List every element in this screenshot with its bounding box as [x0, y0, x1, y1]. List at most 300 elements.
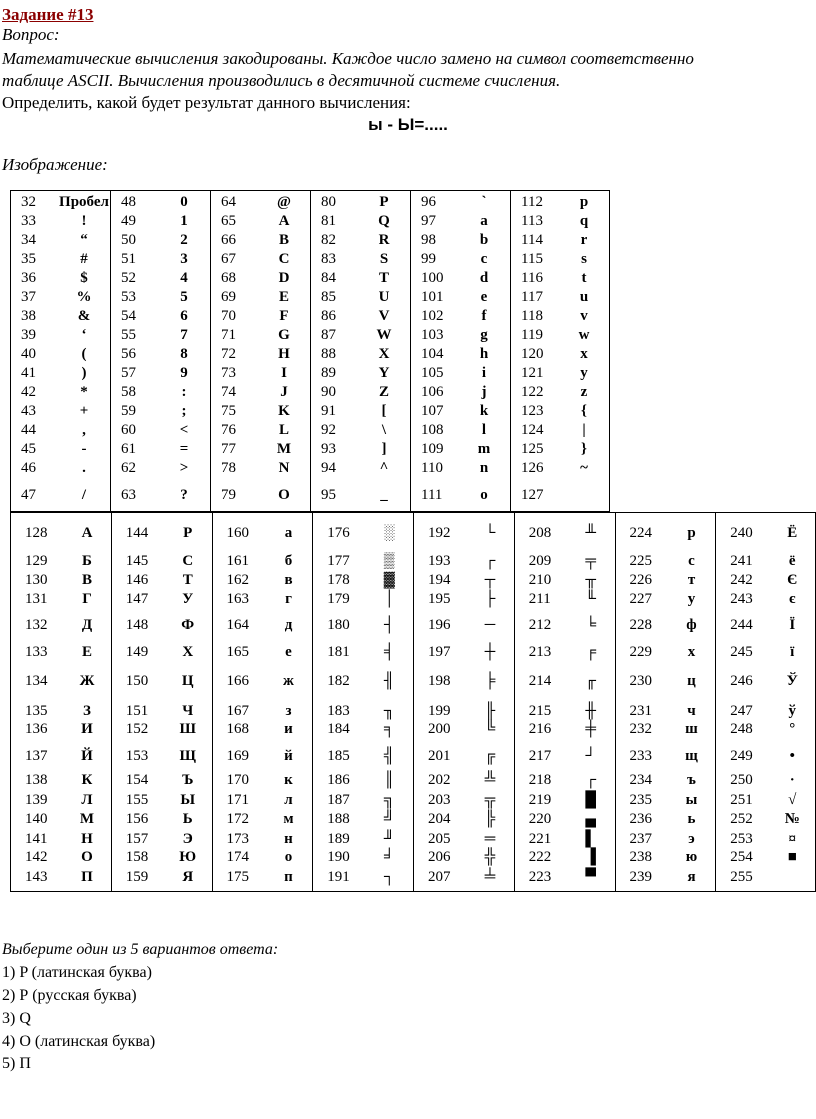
char-code: 138: [25, 772, 48, 788]
char-code: 54: [121, 308, 136, 324]
char-code: 130: [25, 572, 48, 588]
char-symbol: g: [480, 327, 488, 343]
char-code: 40: [21, 346, 36, 362]
char-code: 117: [521, 289, 543, 305]
char-code: 248: [730, 721, 753, 737]
char-symbol: ╒: [585, 644, 597, 660]
char-symbol: ╥: [585, 572, 597, 588]
char-symbol: о: [284, 849, 293, 865]
char-symbol: ┘: [585, 748, 597, 764]
table-column: [716, 513, 816, 891]
char-symbol: *: [80, 384, 88, 400]
char-symbol: Ц: [181, 673, 194, 689]
task-title: Задание #13: [2, 5, 94, 24]
char-symbol: •: [789, 748, 795, 764]
char-symbol: х: [687, 644, 696, 660]
char-code: 103: [421, 327, 444, 343]
char-code: 58: [121, 384, 136, 400]
char-symbol: ╙: [585, 591, 597, 607]
char-code: 134: [25, 673, 48, 689]
char-code: 139: [25, 792, 48, 808]
char-symbol: З: [83, 703, 91, 719]
char-symbol: }: [581, 441, 587, 457]
char-code: 128: [25, 525, 48, 541]
char-symbol: ,: [82, 422, 86, 438]
char-code: 212: [528, 617, 552, 633]
table-column: [515, 513, 616, 891]
table-column: [313, 513, 414, 891]
char-code: 229: [629, 644, 652, 660]
char-symbol: &: [77, 308, 91, 324]
char-code: 247: [730, 703, 753, 719]
char-code: 37: [21, 289, 36, 305]
char-symbol: ┼: [484, 644, 496, 660]
char-code: 74: [221, 384, 236, 400]
char-code: 94: [321, 460, 336, 476]
char-code: 233: [629, 748, 652, 764]
char-code: 52: [121, 270, 136, 286]
char-code: 78: [221, 460, 236, 476]
char-code: 148: [125, 617, 149, 633]
char-code: 234: [629, 772, 652, 788]
char-code: 92: [321, 422, 336, 438]
char-code: 118: [521, 308, 543, 324]
char-symbol: и: [284, 721, 293, 737]
char-code: 154: [125, 772, 149, 788]
char-symbol: ┌: [585, 772, 597, 788]
char-code: 72: [221, 346, 236, 362]
char-symbol: ╓: [585, 673, 597, 689]
char-code: 39: [21, 327, 36, 343]
char-symbol: Х: [182, 644, 194, 660]
char-symbol: ╗: [383, 792, 395, 808]
table-column: [211, 191, 311, 511]
char-code: 215: [528, 703, 552, 719]
char-code: 73: [221, 365, 236, 381]
char-code: 93: [321, 441, 336, 457]
char-code: 111: [421, 487, 443, 503]
char-symbol: ы: [685, 792, 698, 808]
image-label: Изображение:: [2, 155, 108, 174]
char-symbol: t: [581, 270, 587, 286]
char-code: 226: [629, 572, 652, 588]
table-column: [213, 513, 314, 891]
char-symbol: Л: [81, 792, 93, 808]
char-code: 107: [421, 403, 444, 419]
char-symbol: 9: [180, 365, 188, 381]
char-symbol: ▓: [383, 572, 395, 588]
char-code: 210: [528, 572, 552, 588]
char-symbol: ╟: [484, 703, 496, 719]
char-symbol: A: [278, 213, 290, 229]
char-symbol: б: [284, 553, 293, 569]
char-code: 236: [629, 811, 652, 827]
char-code: 141: [25, 831, 48, 847]
char-code: 228: [629, 617, 652, 633]
char-code: 69: [221, 289, 236, 305]
char-code: 131: [25, 591, 48, 607]
char-symbol: Т: [182, 572, 193, 588]
answer-option-3[interactable]: 3) Q: [2, 1010, 31, 1027]
char-symbol: ю: [685, 849, 698, 865]
char-code: 191: [327, 869, 350, 885]
char-code: 196: [428, 617, 451, 633]
table-column: [311, 191, 411, 511]
char-symbol: ь: [687, 811, 696, 827]
table-column: [411, 191, 511, 511]
table-column: [511, 191, 611, 511]
char-symbol: ╣: [383, 748, 395, 764]
char-symbol: b: [479, 232, 489, 248]
char-symbol: 4: [180, 270, 188, 286]
char-symbol: f: [481, 308, 487, 324]
answer-option-2[interactable]: 2) Р (русская буква): [2, 987, 137, 1004]
char-code: 252: [730, 811, 753, 827]
char-symbol: m: [477, 441, 491, 457]
char-symbol: J: [280, 384, 288, 400]
char-code: 41: [21, 365, 36, 381]
table-column: [616, 513, 717, 891]
char-symbol: ┬: [484, 572, 496, 588]
char-code: 167: [226, 703, 249, 719]
char-code: 240: [730, 525, 753, 541]
char-code: 61: [121, 441, 136, 457]
char-code: 171: [226, 792, 249, 808]
char-symbol: V: [378, 308, 390, 324]
char-code: 211: [528, 591, 551, 607]
char-symbol: ╧: [484, 869, 496, 885]
char-symbol: ╡: [383, 644, 395, 660]
char-symbol: Ї: [789, 617, 796, 633]
char-code: 187: [327, 792, 350, 808]
char-code: 67: [221, 251, 236, 267]
char-symbol: >: [179, 460, 189, 476]
char-code: 197: [428, 644, 451, 660]
char-symbol: ▌: [585, 831, 597, 847]
char-code: 241: [730, 553, 753, 569]
char-symbol: U: [378, 289, 390, 305]
char-code: 121: [521, 365, 544, 381]
char-symbol: 7: [180, 327, 188, 343]
char-code: 225: [629, 553, 652, 569]
char-code: 180: [327, 617, 350, 633]
char-symbol: Ч: [182, 703, 194, 719]
char-symbol: ж: [283, 673, 294, 689]
char-symbol: ]: [381, 441, 387, 457]
char-code: 223: [528, 869, 552, 885]
char-symbol: ┌: [484, 553, 496, 569]
char-symbol: “: [80, 232, 88, 248]
char-code: 178: [327, 572, 350, 588]
char-symbol: Я: [182, 869, 194, 885]
char-symbol: ч: [687, 703, 696, 719]
char-symbol: ;: [181, 403, 187, 419]
char-code: 227: [629, 591, 652, 607]
char-code: 34: [21, 232, 36, 248]
char-code: 115: [521, 251, 543, 267]
char-code: 124: [521, 422, 544, 438]
char-symbol: │: [383, 591, 395, 607]
char-symbol: К: [81, 772, 93, 788]
char-symbol: ╘: [585, 617, 597, 633]
char-code: 113: [521, 213, 543, 229]
char-code: 242: [730, 572, 753, 588]
char-code: 166: [226, 673, 249, 689]
answer-option-1[interactable]: 1) P (латинская буква): [2, 964, 152, 981]
char-symbol: Б: [82, 553, 92, 569]
char-code: 108: [421, 422, 444, 438]
char-code: 56: [121, 346, 136, 362]
char-symbol: щ: [685, 748, 698, 764]
char-code: 152: [125, 721, 149, 737]
char-code: 220: [528, 811, 552, 827]
char-symbol: ~: [580, 460, 588, 476]
char-symbol: $: [80, 270, 88, 286]
char-code: 59: [121, 403, 136, 419]
char-code: 55: [121, 327, 136, 343]
char-symbol: W: [376, 327, 392, 343]
char-symbol: v: [580, 308, 588, 324]
char-symbol: ╨: [585, 525, 597, 541]
char-symbol: ш: [685, 721, 698, 737]
char-code: 43: [21, 403, 36, 419]
char-symbol: d: [479, 270, 489, 286]
char-symbol: ╚: [484, 721, 496, 737]
char-symbol: Ё: [787, 525, 798, 541]
char-code: 91: [321, 403, 336, 419]
char-code: 149: [125, 644, 149, 660]
char-code: 209: [528, 553, 552, 569]
answer-option-4[interactable]: 4) O (латинская буква): [2, 1033, 156, 1050]
char-symbol: Z: [378, 384, 389, 400]
char-symbol: K: [278, 403, 290, 419]
char-code: 179: [327, 591, 350, 607]
char-symbol: [: [381, 403, 387, 419]
char-symbol: l: [481, 422, 487, 438]
char-symbol: ▀: [585, 869, 597, 885]
char-symbol: М: [79, 811, 95, 827]
char-symbol: <: [179, 422, 189, 438]
char-symbol: ─: [484, 617, 496, 633]
char-symbol: P: [379, 194, 389, 210]
char-code: 70: [221, 308, 236, 324]
char-symbol: r: [580, 232, 588, 248]
char-code: 157: [125, 831, 149, 847]
char-symbol: ^: [379, 460, 389, 476]
char-symbol: Щ: [179, 748, 196, 764]
char-code: 129: [25, 553, 48, 569]
char-code: 202: [428, 772, 451, 788]
char-symbol: O: [278, 487, 290, 503]
char-code: 87: [321, 327, 336, 343]
char-symbol: ъ: [687, 772, 696, 788]
char-symbol: л: [284, 792, 293, 808]
char-symbol: з: [285, 703, 292, 719]
char-code: 64: [221, 194, 236, 210]
char-code: 218: [528, 772, 552, 788]
char-code: 206: [428, 849, 451, 865]
char-symbol: ║: [383, 772, 395, 788]
char-code: 88: [321, 346, 336, 362]
char-code: 230: [629, 673, 652, 689]
char-symbol: ╬: [484, 849, 496, 865]
char-symbol: у: [687, 591, 696, 607]
char-symbol: I: [281, 365, 287, 381]
char-code: 174: [226, 849, 249, 865]
table-column: [11, 191, 111, 511]
char-symbol: z: [580, 384, 588, 400]
char-code: 133: [25, 644, 48, 660]
char-code: 150: [125, 673, 149, 689]
char-symbol: R: [378, 232, 390, 248]
char-symbol: Э: [182, 831, 193, 847]
char-symbol: ╝: [383, 811, 395, 827]
char-code: 33: [21, 213, 36, 229]
char-symbol: s: [581, 251, 587, 267]
char-code: 177: [327, 553, 350, 569]
char-code: 44: [21, 422, 36, 438]
char-code: 153: [125, 748, 149, 764]
char-code: 164: [226, 617, 249, 633]
char-symbol: √: [788, 792, 797, 808]
char-symbol: м: [283, 811, 294, 827]
char-code: 158: [125, 849, 149, 865]
char-code: 98: [421, 232, 436, 248]
char-code: 238: [629, 849, 652, 865]
char-symbol: 2: [180, 232, 188, 248]
char-symbol: А: [81, 525, 93, 541]
char-code: 194: [428, 572, 451, 588]
char-code: 140: [25, 811, 48, 827]
char-code: 65: [221, 213, 236, 229]
char-symbol: О: [81, 849, 93, 865]
char-code: 239: [629, 869, 652, 885]
char-code: 114: [521, 232, 543, 248]
char-code: 235: [629, 792, 652, 808]
char-code: 47: [21, 487, 36, 503]
ascii-table-upper: [10, 190, 610, 512]
expression: ы - Ы=.....: [368, 115, 448, 134]
char-code: 122: [521, 384, 544, 400]
char-code: 219: [528, 792, 552, 808]
table-column: [414, 513, 515, 891]
char-code: 125: [521, 441, 544, 457]
char-code: 165: [226, 644, 249, 660]
char-code: 142: [25, 849, 48, 865]
char-symbol: H: [278, 346, 290, 362]
char-code: 199: [428, 703, 451, 719]
char-code: 135: [25, 703, 48, 719]
char-symbol: `: [481, 194, 487, 210]
char-symbol: k: [479, 403, 489, 419]
char-code: 143: [25, 869, 48, 885]
char-symbol: n: [479, 460, 489, 476]
char-symbol: x: [580, 346, 588, 362]
char-code: 97: [421, 213, 436, 229]
answer-prompt: Выберите один из 5 вариантов ответа:: [2, 941, 279, 958]
char-code: 161: [226, 553, 249, 569]
char-symbol: 0: [180, 194, 188, 210]
char-symbol: к: [284, 772, 293, 788]
char-code: 193: [428, 553, 451, 569]
char-symbol: o: [480, 487, 488, 503]
char-symbol: F: [279, 308, 289, 324]
char-symbol: G: [278, 327, 290, 343]
char-symbol: B: [278, 232, 289, 248]
char-code: 184: [327, 721, 350, 737]
char-code: 116: [521, 270, 543, 286]
char-symbol: ╤: [585, 553, 597, 569]
char-symbol: |: [582, 422, 586, 438]
char-symbol: н: [284, 831, 293, 847]
char-code: 63: [121, 487, 136, 503]
char-symbol: 8: [180, 346, 188, 362]
char-symbol: я: [687, 869, 696, 885]
char-symbol: Ш: [179, 721, 196, 737]
char-code: 147: [125, 591, 149, 607]
answer-option-5[interactable]: 5) П: [2, 1055, 31, 1072]
char-symbol: Ь: [182, 811, 193, 827]
char-symbol: ╫: [585, 703, 597, 719]
char-code: 155: [125, 792, 149, 808]
char-symbol: Ж: [79, 673, 95, 689]
char-symbol: ■: [787, 849, 797, 865]
char-symbol: т: [687, 572, 696, 588]
char-symbol: q: [579, 213, 589, 229]
char-symbol: D: [278, 270, 290, 286]
char-code: 106: [421, 384, 444, 400]
char-code: 95: [321, 487, 336, 503]
question-text-2: таблице ASCII. Вычисления производились в десятичной системе счисления.: [2, 71, 561, 90]
char-code: 170: [226, 772, 249, 788]
char-symbol: \: [381, 422, 387, 438]
char-code: 53: [121, 289, 136, 305]
char-symbol: ▄: [585, 811, 597, 827]
char-code: 162: [226, 572, 249, 588]
question-text-3: Определить, какой будет результат данного вычисления:: [2, 93, 411, 112]
char-code: 151: [125, 703, 149, 719]
char-code: 105: [421, 365, 444, 381]
char-code: 42: [21, 384, 36, 400]
char-code: 192: [428, 525, 451, 541]
char-code: 32: [21, 194, 36, 210]
char-symbol: /: [81, 487, 87, 503]
char-code: 45: [21, 441, 36, 457]
char-code: 137: [25, 748, 48, 764]
char-symbol: У: [182, 591, 194, 607]
char-symbol: С: [182, 553, 194, 569]
char-code: 71: [221, 327, 236, 343]
char-symbol: S: [379, 251, 389, 267]
char-code: 204: [428, 811, 451, 827]
table-column: [11, 513, 112, 891]
char-symbol: й: [284, 748, 293, 764]
char-code: 208: [528, 525, 552, 541]
char-symbol: y: [580, 365, 588, 381]
char-code: 172: [226, 811, 249, 827]
char-symbol: :: [181, 384, 187, 400]
char-symbol: L: [278, 422, 289, 438]
char-symbol: Ф: [181, 617, 195, 633]
char-symbol: г: [285, 591, 292, 607]
char-symbol: #: [80, 251, 88, 267]
char-code: 79: [221, 487, 236, 503]
char-symbol: В: [81, 572, 92, 588]
question-label: Вопрос:: [2, 25, 60, 44]
char-code: 200: [428, 721, 451, 737]
char-symbol: ┤: [383, 617, 395, 633]
char-code: 119: [521, 327, 543, 343]
